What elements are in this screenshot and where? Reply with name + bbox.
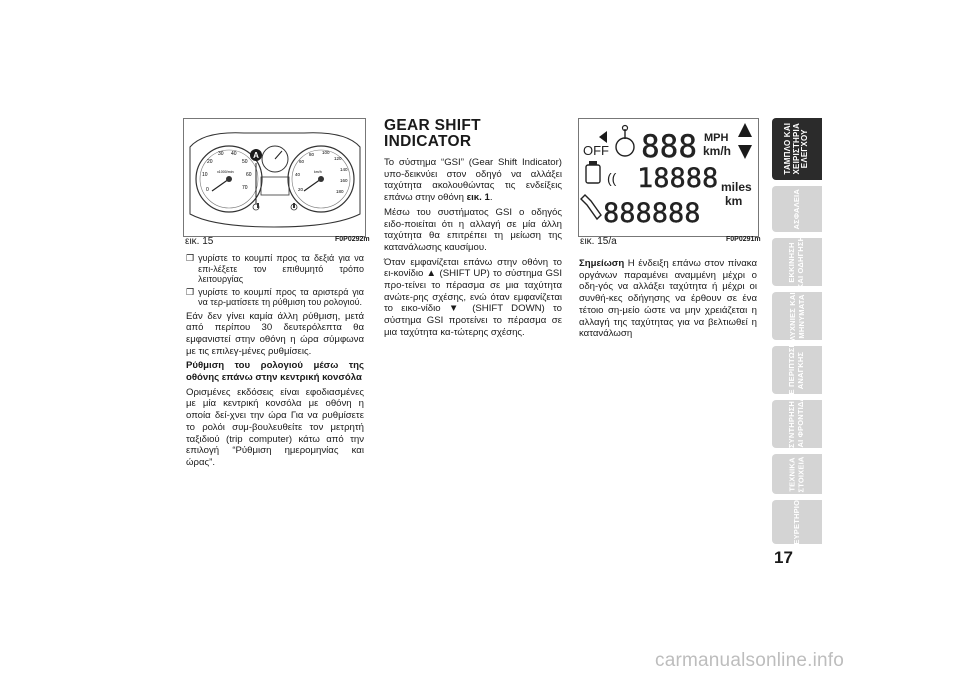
shift-up-icon [738, 123, 752, 137]
svg-text:100: 100 [322, 150, 330, 155]
side-tab-emergency[interactable] [772, 341, 822, 399]
figure-instrument-cluster [183, 118, 366, 237]
checkbox-bullet-icon: ❒ [186, 286, 195, 297]
display-kmh-label: km/h [703, 144, 732, 158]
side-tab-dashboard[interactable] [772, 118, 822, 180]
note-text: Η ένδειξη επάνω στον πίνακα οργάνων παραμένει αναμμένη μέχρι ο οδη-γός να αλλάξει ταχύτητα ή μέχρι οι συνθή-κες οδήγησης να έρθουν σε ένα τέτοιο ση-μείο ώστε να μην χρειάζεται η αλλαγή της ταχύτητας για να βελτιωθεί η κατανάλωση [579, 258, 757, 340]
svg-text:120: 120 [334, 156, 342, 161]
side-tab-label: ΕΚΚΙΝΗΣΗ ΚΑΙ ΟΔΗΓΗΣΗ [787, 235, 806, 289]
figure-reference: εικ. 1 [466, 192, 490, 204]
side-tab-starting-driving[interactable] [772, 235, 822, 289]
figure-code-left: F0P0292m [335, 236, 370, 243]
paragraph-text: Το σύστημα “GSI” (Gear Shift Indicator) υπο-δεικνύει στον οδηγό να αλλάξει ταχύτητα ακολουθώντας τις ενδείξεις επάνω στην οθόνη [384, 157, 562, 204]
left-column [186, 253, 364, 472]
svg-text:0: 0 [206, 187, 209, 193]
display-mph-label: MPH [704, 132, 729, 144]
checkbox-bullet-icon: ❒ [186, 253, 195, 263]
figure-caption-right: εικ. 15/a [580, 236, 617, 247]
side-tab-label: ΣΕ ΠΕΡΙΠΤΩΣΗ ΑΝΑΓΚΗΣ [787, 341, 806, 399]
svg-text:((: (( [607, 170, 617, 186]
wrench-icon [581, 195, 601, 219]
svg-text:140: 140 [340, 167, 348, 172]
svg-text:70: 70 [242, 185, 248, 191]
svg-text:50: 50 [242, 159, 248, 165]
paragraph-end: . [489, 192, 493, 204]
side-tab-lights-messages[interactable] [772, 292, 822, 340]
svg-text:40: 40 [295, 172, 301, 177]
figure-display [578, 118, 759, 237]
svg-text:30: 30 [218, 151, 224, 157]
bullet-text: γυρίστε το κουμπί προς τα αριστερά για να τερ-ματίσετε τη ρύθμιση του ρολογιού. [198, 286, 364, 307]
svg-text:180: 180 [336, 189, 344, 194]
side-tab-label: ΤΑΜΠΛΟ ΚΑΙ ΧΕΙΡΙΣΤΗΡΙΑ ΕΛΕΓΧΟΥ [783, 123, 810, 175]
subheading: Ρύθμιση του ρολογιού μέσω της οθόνης επάνω στην κεντρική κονσόλα [186, 360, 364, 384]
paragraph: Μέσω του συστήματος GSI ο οδηγός ειδο-ποιείται ότι η αλλαγή σε μία άλλη ταχύτητα θα επιτρέπει τη μείωση της κατανάλωσης καυσίμου. [384, 206, 562, 253]
paragraph: Όταν εμφανίζεται επάνω στην οθόνη το ει-κονίδιο ▲ (SHIFT UP) το σύστημα GSI προ-τείνει το πέρασμα σε μια ταχύτητα ανώτε-ρης σχέσης, ενώ όταν εμφανίζεται το εικο-νίδιο ▼ (SHIFT DOWN) το σύστημα GSI προτείνει το πέρασμα σε μια ταχύτητα κα-τώτερης σχέσης. [384, 256, 562, 338]
side-tab-label: ΣΥΝΤΗΡΗΣΗ ΚΑΙ ΦΡΟΝΤΙΔΑ [787, 395, 805, 453]
side-tab-label: ΑΣΦΑΛΕΙΑ [791, 188, 801, 230]
display-bottom-digits: 888888 [603, 198, 701, 229]
note-paragraph [579, 258, 757, 340]
svg-text:40: 40 [231, 151, 237, 157]
paragraph: Εάν δεν γίνει καμία άλλη ρύθμιση, μετά από περίπου 30 δευτερόλεπτα θα εμφανιστεί στην οθόνη η ώρα σύμφωνα με τις επιλεγ-μένες ρυθμίσεις. [186, 310, 364, 357]
list-item [186, 287, 364, 308]
figure-caption-left: εικ. 15 [185, 236, 214, 247]
paragraph: Ορισμένες εκδόσεις είναι εφοδιασμένες με μία κεντρική κονσόλα με οθόνη η οποία δεί-χνει την ώρα Για να ρυθμίσετε το ρολόι συμ-βουλευθείτε τον μετρητή ταξιδιού (trip computer) κάτω από την επιλογή “Ρύθμιση ημερομηνίας και ώρας”. [186, 386, 364, 468]
display-off-label: OFF [583, 143, 609, 158]
svg-text:10: 10 [202, 172, 208, 178]
display-mid-digits: 18888 [637, 163, 719, 194]
page-number: 17 [774, 548, 793, 567]
instrument-cluster-illustration [184, 119, 365, 236]
shift-down-icon [738, 145, 752, 159]
display-top-digits: 888 [641, 129, 697, 165]
section-heading [384, 118, 481, 150]
note-label: Σημείωση [579, 258, 625, 269]
side-tab-label: ΛΥΧΝΙΕΣ ΚΑΙ ΜΗΝΥΜΑΤΑ [787, 291, 805, 341]
paragraph [384, 157, 562, 204]
side-tab-maintenance[interactable] [772, 395, 822, 453]
svg-text:20: 20 [298, 187, 304, 192]
svg-text:160: 160 [340, 178, 348, 183]
right-column [579, 258, 757, 343]
svg-text:80: 80 [309, 152, 315, 157]
heading-line-1: GEAR SHIFT [384, 117, 481, 134]
display-illustration [579, 119, 758, 236]
speed-unit-label: km/h [314, 170, 322, 174]
svg-text:60: 60 [246, 172, 252, 178]
marker-a-label: A [253, 151, 259, 160]
watermark: carmanualsonline.info [655, 650, 845, 671]
side-tab-safety[interactable] [772, 186, 822, 232]
side-tab-technical-data[interactable] [772, 454, 822, 494]
list-item [186, 253, 364, 285]
bullet-text: γυρίστε το κουμπί προς τα δεξιά για να επι-λέξετε τον επιθυμητό τρόπο λειτουργίας [198, 253, 364, 284]
svg-text:60: 60 [299, 159, 305, 164]
side-tab-index[interactable] [772, 500, 822, 544]
figure-code-right: F0P0291m [726, 236, 761, 243]
side-tab-label: ΤΕΧΝΙΚΑ ΣΤΟΙΧΕΙΑ [787, 456, 805, 492]
side-tab-label: ΕΥΡΕΤΗΡΙΟ [791, 499, 801, 545]
svg-text:20: 20 [207, 159, 213, 165]
tach-unit-label: x1000/min [217, 170, 234, 174]
display-km-label: km [725, 194, 743, 208]
middle-column [384, 157, 562, 342]
heading-line-2: INDICATOR [384, 133, 472, 150]
display-miles-label: miles [721, 180, 752, 194]
